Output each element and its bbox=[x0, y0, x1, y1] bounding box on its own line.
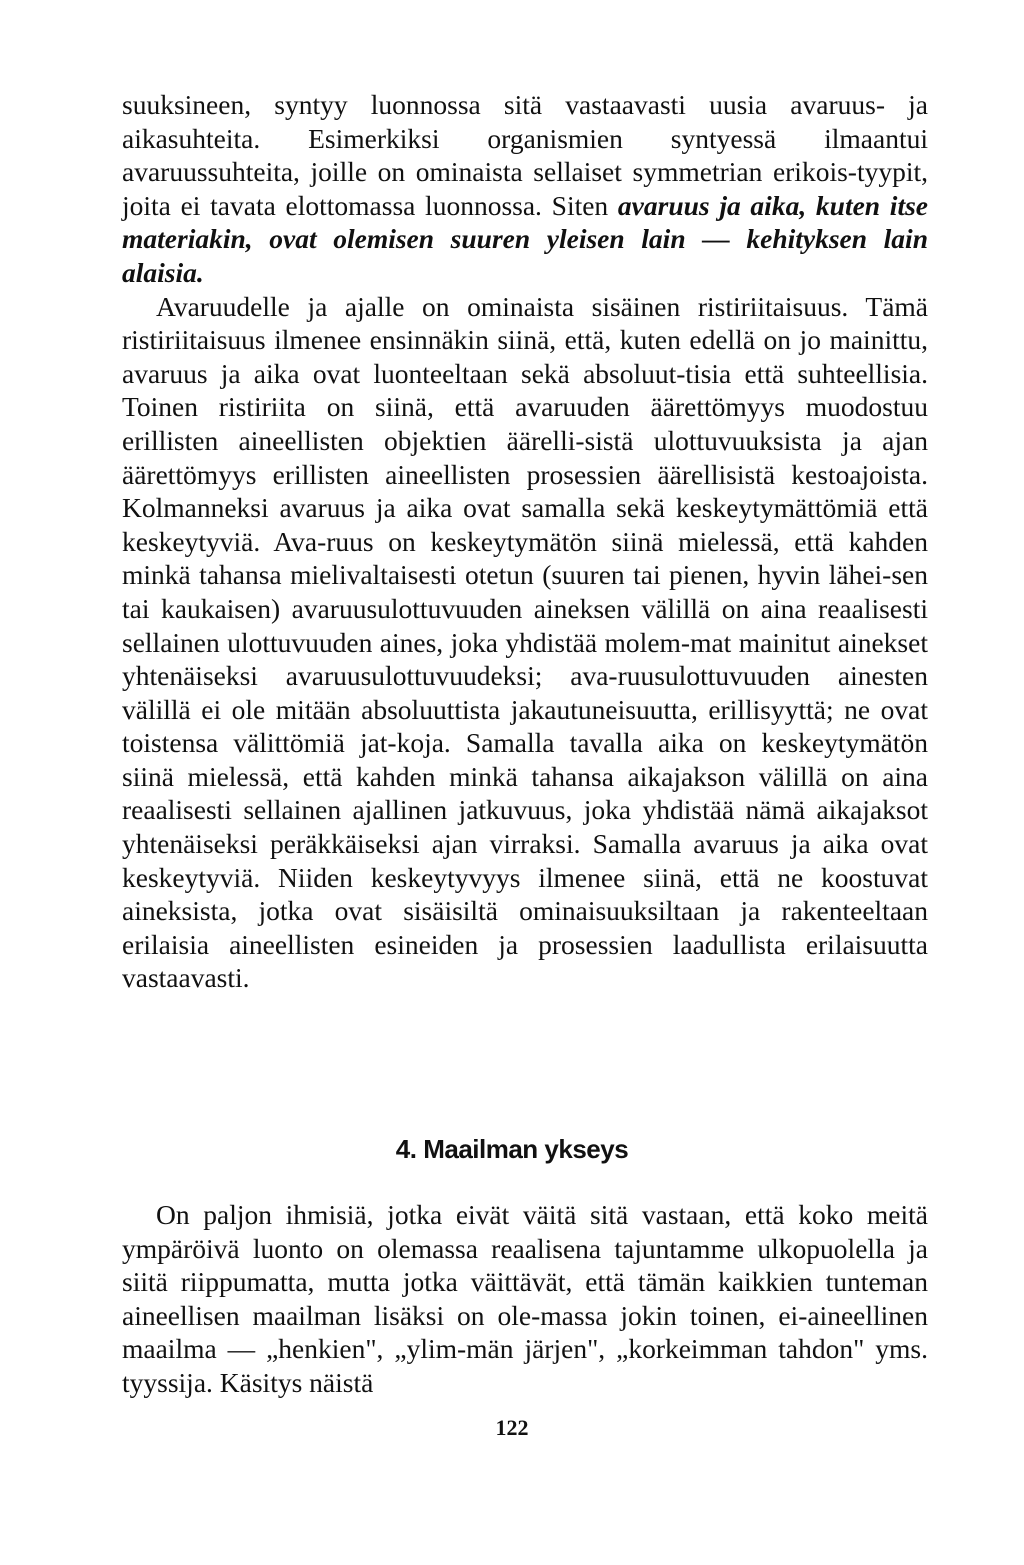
paragraph-1-text: suuksineen, syntyy luonnossa sitä vastaavasti uusia avaruus- ja aikasuhteita. Esimerkiksi organismien syntyessä ilmaantui avaruussuhteita, joille on ominaista sellaiset symmetrian erikois-tyypit, joita ei tavata elottomassa luonnossa. Siten bbox=[122, 89, 928, 221]
paragraph-1 bbox=[122, 88, 928, 290]
page-body-2 bbox=[122, 1198, 928, 1400]
page-body bbox=[122, 88, 928, 995]
section-heading: 4. Maailman ykseys bbox=[395, 1134, 629, 1164]
paragraph-1-italic: avaruus ja aika, kuten itse materiakin, ovat olemisen suuren yleisen lain — kehityksen lain alaisia. bbox=[122, 189, 928, 288]
paragraph-3: On paljon ihmisiä, jotka eivät väitä sitä vastaan, että koko meitä ympäröivä luonto on olemassa reaalisena tajuntamme ulkopuolella ja siitä riippumatta, mutta jotka väittävät, että tämän kaikkien tunteman aineellisen maailman lisäksi on ole-massa jokin toinen, ei-aineellinen maailma — „henkien", „ylim-män järjen", „korkeimman tahdon" yms. tyyssija. Käsitys näistä bbox=[122, 1199, 928, 1398]
paragraph-2: Avaruudelle ja ajalle on ominaista sisäinen ristiriitaisuus. Tämä ristiriitaisuus ilmenee ensinnäkin siinä, että, kuten edellä on jo mainittu, avaruus ja aika ovat luonteeltaan sekä absoluut-tisia että suhteellisia. Toinen ristiriita on siinä, että avaruuden äärettömyys muodostuu erillisten aineellisten objektien äärelli-sistä ulottuvuuksista ja ajan äärettömyys erillisten aineellisten prosessien äärellisistä kestoajoista. Kolmanneksi avaruus ja aika ovat samalla sekä keskeytymättömiä että keskeytyviä. Ava-ruus on keskeytymätön siinä mielessä, että kahden minkä tahansa mielivaltaisesti otetun (suuren tai pienen, hyvin lähei-sen tai kaukaisen) avaruusulottuvuuden aineksen välillä on aina reaalisesti sellainen ulottuvuuden aines, joka yhdistää molem-mat mainitut ainekset yhtenäiseksi avaruusulottuvuudeksi; ava-ruusulottuvuuden ainesten välillä ei ole mitään absoluuttista jakautuneisuutta, erillisyyttä; ne ovat toistensa välittömiä jat-koja. Samalla tavalla aika on keskeytymätön siinä mielessä, että kahden minkä tahansa aikajakson välillä on aina reaalisesti sellainen ajallinen jatkuvuus, joka yhdistää nämä aikajaksot yhtenäiseksi peräkkäiseksi ajan virraksi. Samalla avaruus ja aika ovat keskeytyviä. Niiden keskeytyvyys ilmenee siinä, että ne koostuvat aineksista, jotka ovat sisäisiltä ominaisuuksiltaan ja rakenteeltaan erilaisia aineellisten esineiden ja prosessien laadullista erilaisuutta vastaavasti. bbox=[122, 290, 928, 994]
page-number: 122 bbox=[495, 1415, 529, 1440]
